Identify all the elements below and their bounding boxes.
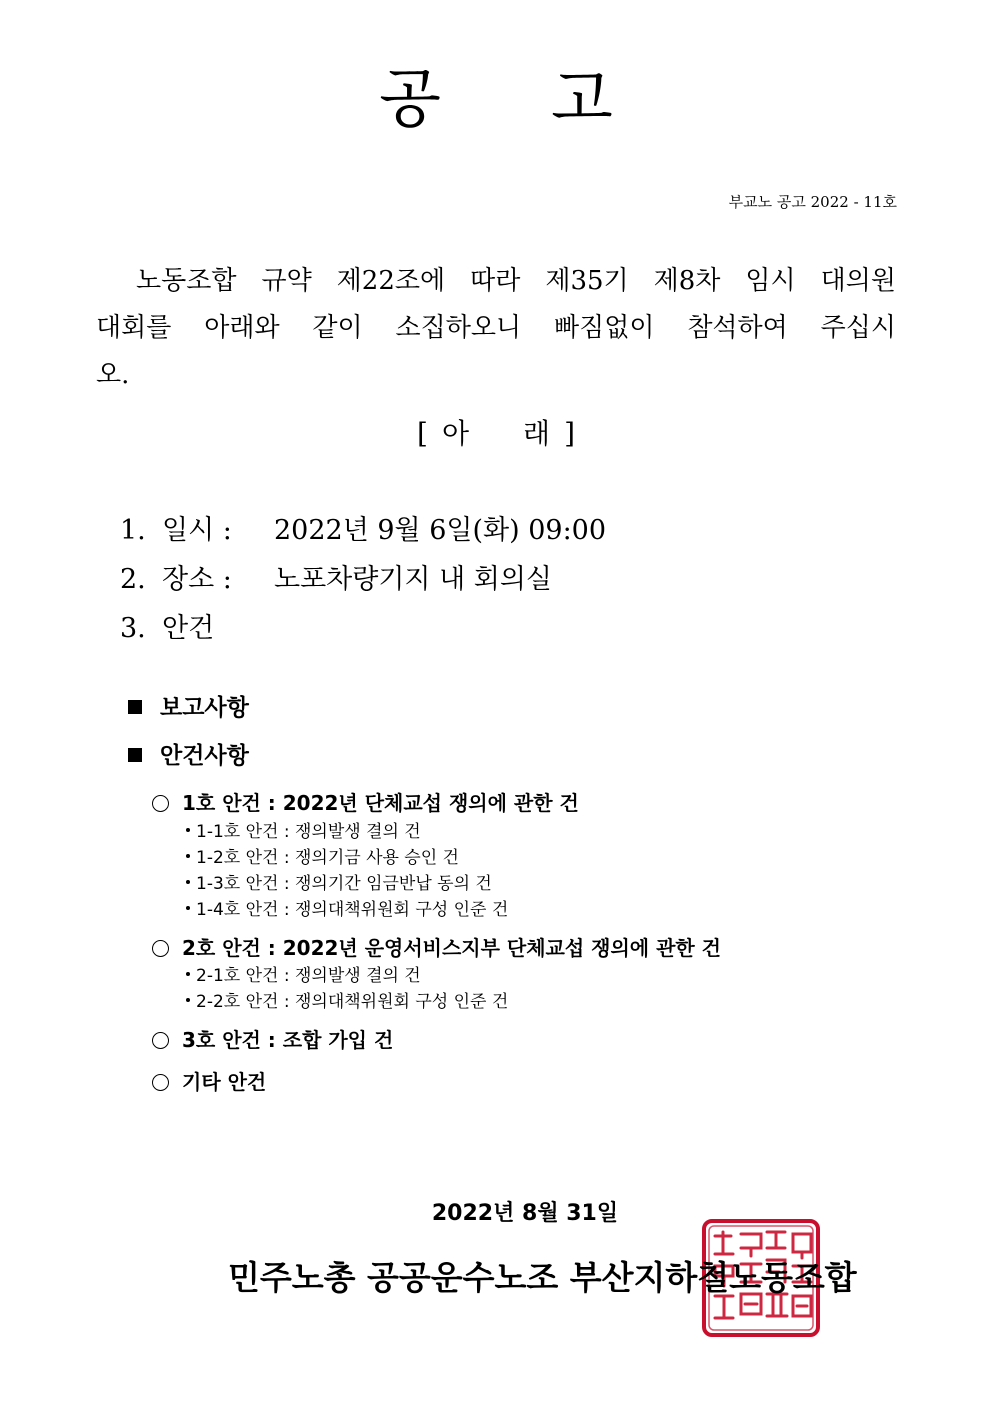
dot-bullet-icon (186, 828, 190, 832)
dot-bullet-icon (186, 972, 190, 976)
item-number: 1. (120, 515, 146, 546)
intro-paragraph (96, 258, 896, 399)
item-location (120, 557, 552, 596)
item-label: 안건 (162, 613, 215, 644)
agenda-2-1 (186, 961, 421, 986)
agenda-title-text: 2호 안건 : 2022년 운영서비스지부 단체교섭 쟁의에 관한 건 (182, 936, 722, 960)
circle-bullet-icon (152, 1032, 169, 1049)
agenda-1-3 (186, 869, 492, 894)
sub-agenda-text: 1-3호 안건 : 쟁의기간 임금반납 동의 건 (196, 874, 492, 894)
section-agenda (128, 737, 249, 770)
agenda-1-title (152, 787, 579, 816)
section-reports (128, 689, 249, 722)
item-label: 장소 : (162, 564, 232, 595)
notice-number: 부교노 공고 2022 - 11호 (728, 193, 897, 211)
item-value: 2022년 9월 6일(화) 09:00 (274, 515, 607, 546)
item-number: 3. (120, 613, 146, 644)
item-value: 노포차량기지 내 회의실 (274, 564, 552, 595)
intro-line-1: 노동조합 규약 제22조에 따라 제35기 제8차 임시 대의원 (136, 266, 896, 296)
item-agenda (120, 606, 214, 645)
intro-line-3: 오. (96, 360, 130, 390)
below-heading (0, 412, 992, 452)
dot-bullet-icon (186, 880, 190, 884)
bracket-open: [ (417, 417, 428, 450)
heading-char-2: 래 (523, 417, 551, 450)
item-label: 일시 : (162, 515, 232, 546)
sub-agenda-text: 2-1호 안건 : 쟁의발생 결의 건 (196, 966, 421, 986)
square-bullet-icon (128, 700, 142, 714)
agenda-other-title (152, 1066, 266, 1095)
agenda-1-1 (186, 817, 421, 842)
sub-agenda-text: 1-1호 안건 : 쟁의발생 결의 건 (196, 822, 421, 842)
document-date: 2022년 8월 31일 (431, 1201, 619, 1226)
section-label: 보고사항 (160, 695, 249, 721)
agenda-1-2 (186, 843, 459, 868)
sub-agenda-text: 2-2호 안건 : 쟁의대책위원회 구성 인준 건 (196, 992, 509, 1012)
section-label: 안건사항 (160, 743, 249, 769)
circle-bullet-icon (152, 1074, 169, 1091)
title-char-1: 공 (379, 63, 441, 137)
agenda-2-title (152, 932, 721, 961)
agenda-1-4 (186, 895, 508, 920)
intro-line-2: 대회를 아래와 같이 소집하오니 빠짐없이 참석하여 주십시 (96, 313, 896, 343)
document-title (0, 48, 992, 140)
title-char-2: 고 (551, 63, 613, 137)
dot-bullet-icon (186, 854, 190, 858)
circle-bullet-icon (152, 940, 169, 957)
agenda-title-text: 1호 안건 : 2022년 단체교섭 쟁의에 관한 건 (182, 791, 579, 815)
agenda-title-text: 기타 안건 (182, 1070, 267, 1094)
agenda-2-2 (186, 987, 508, 1012)
agenda-title-text: 3호 안건 : 조합 가입 건 (182, 1028, 394, 1052)
sub-agenda-text: 1-4호 안건 : 쟁의대책위원회 구성 인준 건 (196, 900, 509, 920)
organization-name: 민주노총 공공운수노조 부산지하철노동조합 (228, 1258, 857, 1297)
agenda-3-title (152, 1024, 393, 1053)
circle-bullet-icon (152, 795, 169, 812)
heading-char-1: 아 (441, 417, 469, 450)
dot-bullet-icon (186, 906, 190, 910)
item-number: 2. (120, 564, 146, 595)
square-bullet-icon (128, 748, 142, 762)
dot-bullet-icon (186, 998, 190, 1002)
sub-agenda-text: 1-2호 안건 : 쟁의기금 사용 승인 건 (196, 848, 459, 868)
item-datetime (120, 508, 606, 547)
bracket-close: ] (564, 417, 575, 450)
